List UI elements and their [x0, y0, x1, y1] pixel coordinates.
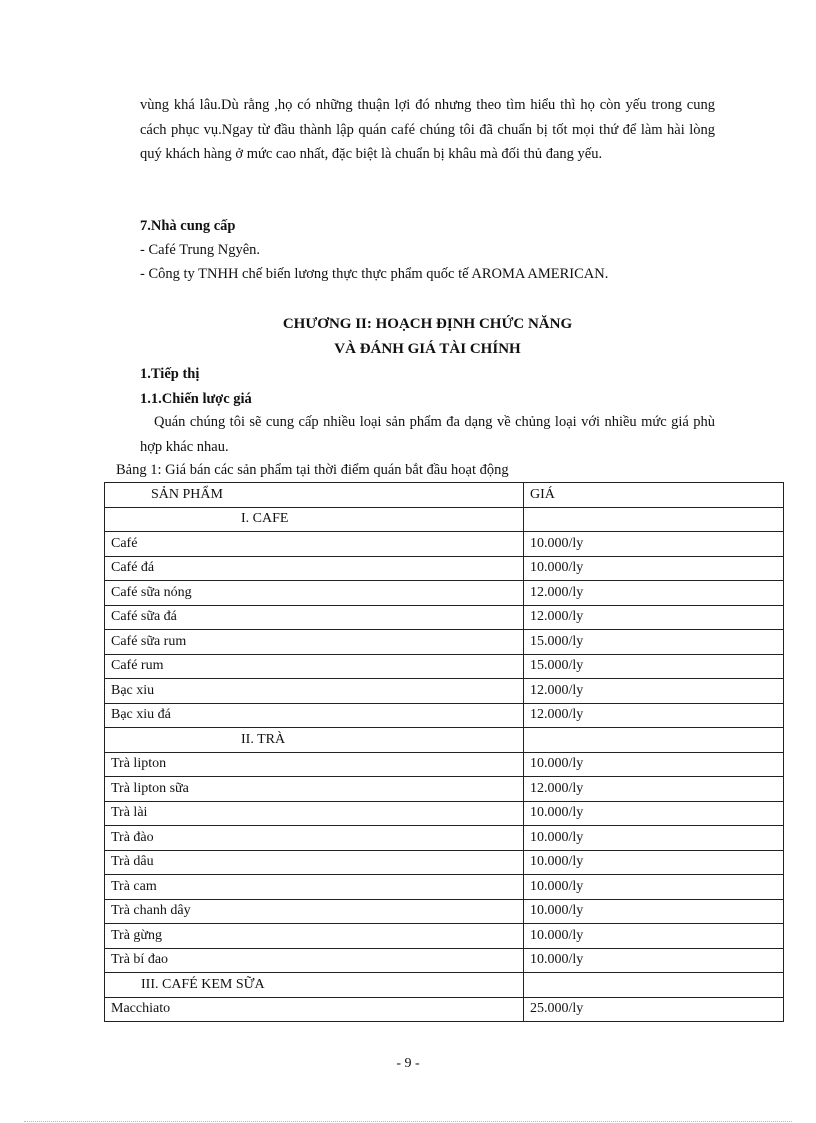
table-group-row [105, 507, 784, 532]
product-price: 12.000/ly [524, 777, 784, 802]
product-name: Trà dâu [105, 850, 524, 875]
page-bottom-rule [24, 1121, 792, 1122]
table-row [105, 581, 784, 606]
product-name: Café sữa đá [105, 605, 524, 630]
product-name: Café đá [105, 556, 524, 581]
product-price: 12.000/ly [524, 679, 784, 704]
product-price: 12.000/ly [524, 605, 784, 630]
group-title: III. CAFÉ KEM SỮA [105, 973, 524, 998]
table-row [105, 556, 784, 581]
product-name: Trà bí đao [105, 948, 524, 973]
table-group-row [105, 728, 784, 753]
table-row [105, 703, 784, 728]
table-group-row [105, 973, 784, 998]
product-name: Café sữa nóng [105, 581, 524, 606]
product-price: 25.000/ly [524, 997, 784, 1022]
product-name: Café rum [105, 654, 524, 679]
product-name: Trà gừng [105, 924, 524, 949]
supplier-item: - Công ty TNHH chế biến lương thực thực phẩm quốc tế AROMA AMERICAN. [140, 266, 609, 282]
supplier-item: - Café Trung Ngyên. [140, 242, 261, 258]
price-table [104, 482, 784, 1022]
table-row [105, 899, 784, 924]
table-row [105, 605, 784, 630]
table-row [105, 924, 784, 949]
table-row [105, 875, 784, 900]
product-name: Trà chanh dây [105, 899, 524, 924]
marketing-headings [140, 362, 252, 412]
table-row [105, 777, 784, 802]
product-price: 15.000/ly [524, 654, 784, 679]
product-price: 10.000/ly [524, 801, 784, 826]
product-name: Bạc xiu [105, 679, 524, 704]
product-name: Café [105, 532, 524, 557]
table-caption: Bảng 1: Giá bán các sản phẩm tại thời điểm quán bắt đầu hoạt động [116, 462, 509, 478]
product-price: 12.000/ly [524, 703, 784, 728]
product-price: 10.000/ly [524, 875, 784, 900]
table-row [105, 630, 784, 655]
product-name: Bạc xiu đá [105, 703, 524, 728]
product-name: Trà đào [105, 826, 524, 851]
page-number: - 9 - [396, 1056, 420, 1071]
product-price: 10.000/ly [524, 899, 784, 924]
table-row [105, 752, 784, 777]
product-price: 10.000/ly [524, 826, 784, 851]
group-price-empty [524, 728, 784, 753]
product-name: Trà lipton sữa [105, 777, 524, 802]
table-row [105, 679, 784, 704]
product-price: 15.000/ly [524, 630, 784, 655]
product-price: 12.000/ly [524, 581, 784, 606]
table-row [105, 654, 784, 679]
intro-paragraph: vùng khá lâu.Dù rằng ,họ có những thuận lợi đó nhưng theo tìm hiểu thì họ còn yếu trong cung cách phục vụ.Ngay từ đầu thành lập quán café chúng tôi đã chuẩn bị tốt mọi thứ để làm hài lòng quý khách hàng ở mức cao nhất, đặc biệt là chuẩn bị khâu mà đối thủ đang yếu. [140, 97, 715, 162]
header-price: GIÁ [524, 483, 784, 508]
suppliers-heading: 7.Nhà cung cấp [140, 218, 236, 234]
product-price: 10.000/ly [524, 948, 784, 973]
product-name: Trà lipton [105, 752, 524, 777]
product-name: Trà cam [105, 875, 524, 900]
product-name: Macchiato [105, 997, 524, 1022]
product-price: 10.000/ly [524, 556, 784, 581]
product-name: Café sữa rum [105, 630, 524, 655]
product-price: 10.000/ly [524, 924, 784, 949]
table-row [105, 997, 784, 1022]
chapter-title [140, 312, 715, 362]
table-row [105, 948, 784, 973]
product-price: 10.000/ly [524, 532, 784, 557]
suppliers-section [140, 214, 608, 286]
marketing-heading: 1.Tiếp thị [140, 366, 200, 382]
table-row [105, 850, 784, 875]
group-price-empty [524, 507, 784, 532]
table-header-row [105, 483, 784, 508]
pricing-paragraph: Quán chúng tôi sẽ cung cấp nhiều loại sản phẩm đa dạng về chủng loại với nhiều mức giá phù hợp khác nhau. [140, 414, 715, 455]
product-name: Trà lài [105, 801, 524, 826]
chapter-title-line2: VÀ ĐÁNH GIÁ TÀI CHÍNH [334, 341, 521, 357]
chapter-title-line1: CHƯƠNG II: HOẠCH ĐỊNH CHỨC NĂNG [282, 316, 573, 332]
product-price: 10.000/ly [524, 850, 784, 875]
header-product: SẢN PHẨM [105, 483, 524, 508]
product-price: 10.000/ly [524, 752, 784, 777]
group-title: I. CAFE [105, 507, 524, 532]
pricing-strategy-heading: 1.1.Chiến lược giá [140, 391, 252, 407]
table-row [105, 532, 784, 557]
group-price-empty [524, 973, 784, 998]
table-row [105, 826, 784, 851]
table-row [105, 801, 784, 826]
group-title: II. TRÀ [105, 728, 524, 753]
